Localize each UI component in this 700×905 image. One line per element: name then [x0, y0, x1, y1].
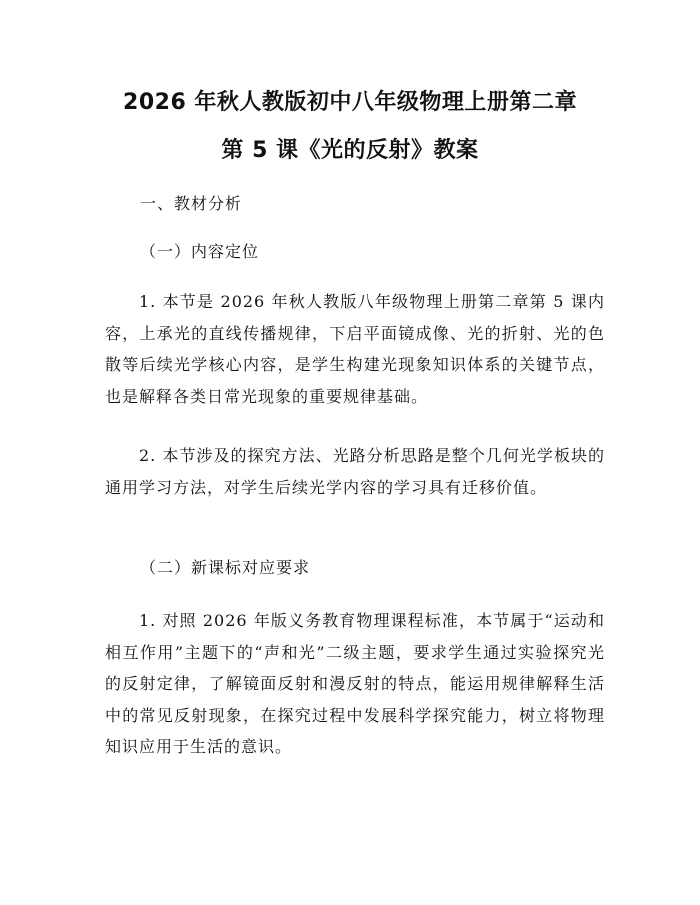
section-heading-textbook-analysis: 一、教材分析	[140, 194, 243, 213]
subsection-heading-content-positioning: （一）内容定位	[140, 242, 260, 261]
paragraph-content-positioning-2: 2. 本节涉及的探究方法、光路分析思路是整个几何光学板块的通用学习方法，对学生后续光学内容的学习具有迁移价值。	[105, 446, 605, 497]
document-title-line-2: 第 5 课《光的反射》教案	[221, 138, 479, 163]
paragraph-content-positioning-1: 1. 本节是 2026 年秋人教版八年级物理上册第二章第 5 课内容，上承光的直线传播规律，下启平面镜成像、光的折射、光的色散等后续光学核心内容，是学生构建光现象知识体系的关键节点，也是解释各类日常光现象的重要规律基础。	[105, 292, 605, 406]
subsection-heading-curriculum-requirements: （二）新课标对应要求	[140, 558, 311, 577]
paragraph-curriculum-requirements-1: 1. 对照 2026 年版义务教育物理课程标准，本节属于“运动和相互作用”主题下的“声和光”二级主题，要求学生通过实验探究光的反射定律，了解镜面反射和漫反射的特点，能运用规律解释生活中的常见反射现象，在探究过程中发展科学探究能力，树立将物理知识应用于生活的意识。	[105, 611, 605, 756]
document-title-line-1: 2026 年秋人教版初中八年级物理上册第二章	[123, 90, 577, 115]
